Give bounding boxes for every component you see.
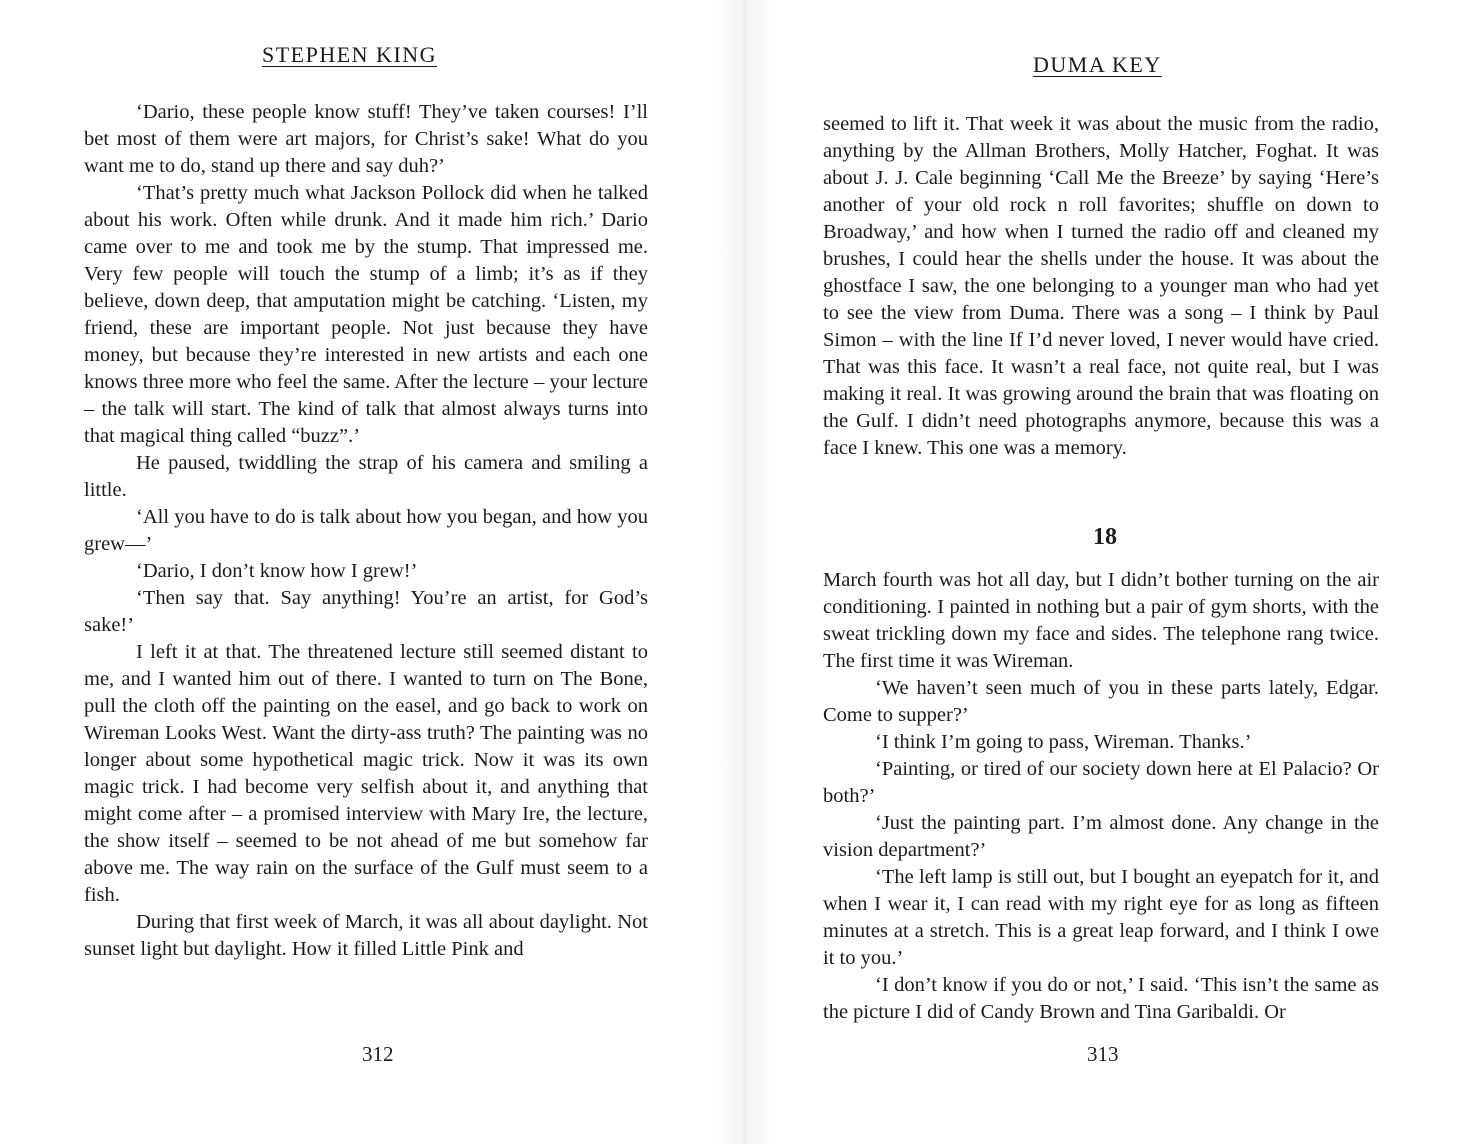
paragraph: ‘Painting, or tired of our society down here at El Palacio? Or both?’ [823, 758, 1379, 807]
running-head-author: STEPHEN KING [262, 42, 438, 67]
paragraph: ‘I think I’m going to pass, Wireman. Thanks.’ [875, 731, 1252, 753]
running-head-title: DUMA KEY [1033, 52, 1162, 77]
paragraph: seemed to lift it. That week it was about the music from the radio, anything by the Allman Brothers, Molly Hatcher, Foghat. It was about J. J. Cale beginning ‘Call Me the Breeze’ by saying ‘Here’s another of your old rock n roll favorites; shuffle on down to Broadway,’ and how when I turned the radio off and cleaned my brushes, I could hear the shells under the house. It was about the ghostface I saw, the one belonging to a younger man who had yet to see the view from Duma. There was a song – I think by Paul Simon – with the line If I’d never loved, I never would have cried. That was this face. It wasn’t a real face, not quite real, but I was making it real. It was growing around the brain that was floating on the Gulf. I didn’t need photographs anymore, because this was a face I knew. This one was a memory. [823, 113, 1379, 459]
page-number: 312 [362, 1042, 394, 1066]
chapter-body [823, 567, 1379, 1026]
paragraph: ‘I don’t know if you do or not,’ I said. ‘This isn’t the same as the picture I did of Candy Brown and Tina Garibaldi. Or [823, 974, 1379, 1023]
paragraph: During that first week of March, it was all about daylight. Not sunset light but daylight. How it filled Little Pink and [84, 911, 648, 960]
paragraph: ‘That’s pretty much what Jackson Pollock did when he talked about his work. Often while drunk. And it made him rich.’ Dario came over to me and took me by the stump. That impressed me. Very few people will touch the stump of a limb; it’s as if they believe, down deep, that amputation might be catching. ‘Listen, my friend, these are important people. Not just because they have money, but because they’re interested in new artists and each one knows three more who feel the same. After the lecture – your lecture – the talk will start. The kind of talk that almost always turns into that magical thing called “buzz”.’ [84, 182, 648, 447]
left-page [0, 0, 715, 1144]
paragraph: ‘Just the painting part. I’m almost done. Any change in the vision department?’ [823, 812, 1379, 861]
left-page-body [84, 99, 648, 963]
page-number: 313 [1087, 1042, 1119, 1066]
paragraph: ‘Then say that. Say anything! You’re an artist, for God’s sake!’ [84, 587, 648, 636]
paragraph: He paused, twiddling the strap of his camera and smiling a little. [84, 452, 648, 501]
paragraph: March fourth was hot all day, but I didn’t bother turning on the air conditioning. I painted in nothing but a pair of gym shorts, with the sweat trickling down my face and sides. The telephone rang twice. The first time it was Wireman. [823, 569, 1379, 672]
paragraph: ‘All you have to do is talk about how you began, and how you grew—’ [84, 506, 648, 555]
right-page-continuation [823, 111, 1379, 462]
chapter-number: 18 [1093, 524, 1117, 550]
paragraph: ‘The left lamp is still out, but I bought an eyepatch for it, and when I wear it, I can read with my right eye for as long as fifteen minutes at a stretch. This is a great leap forward, and I think I owe it to you.’ [823, 866, 1379, 969]
paragraph: ‘Dario, I don’t know how I grew!’ [136, 560, 418, 582]
right-page [775, 0, 1476, 1144]
paragraph: ‘We haven’t seen much of you in these parts lately, Edgar. Come to supper?’ [823, 677, 1379, 726]
book-gutter [715, 0, 775, 1144]
paragraph: I left it at that. The threatened lecture still seemed distant to me, and I wanted him out of there. I wanted to turn on The Bone, pull the cloth off the painting on the easel, and go back to work on Wireman Looks West. Want the dirty-ass truth? The painting was no longer about some hypothetical magic trick. Now it was its own magic trick. I had become very selfish about it, and anything that might come after – a promised interview with Mary Ire, the lecture, the show itself – seemed to be not ahead of me but somehow far above me. The way rain on the surface of the Gulf must seem to a fish. [84, 641, 648, 906]
paragraph: ‘Dario, these people know stuff! They’ve taken courses! I’ll bet most of them were art majors, for Christ’s sake! What do you want me to do, stand up there and say duh?’ [84, 101, 648, 177]
